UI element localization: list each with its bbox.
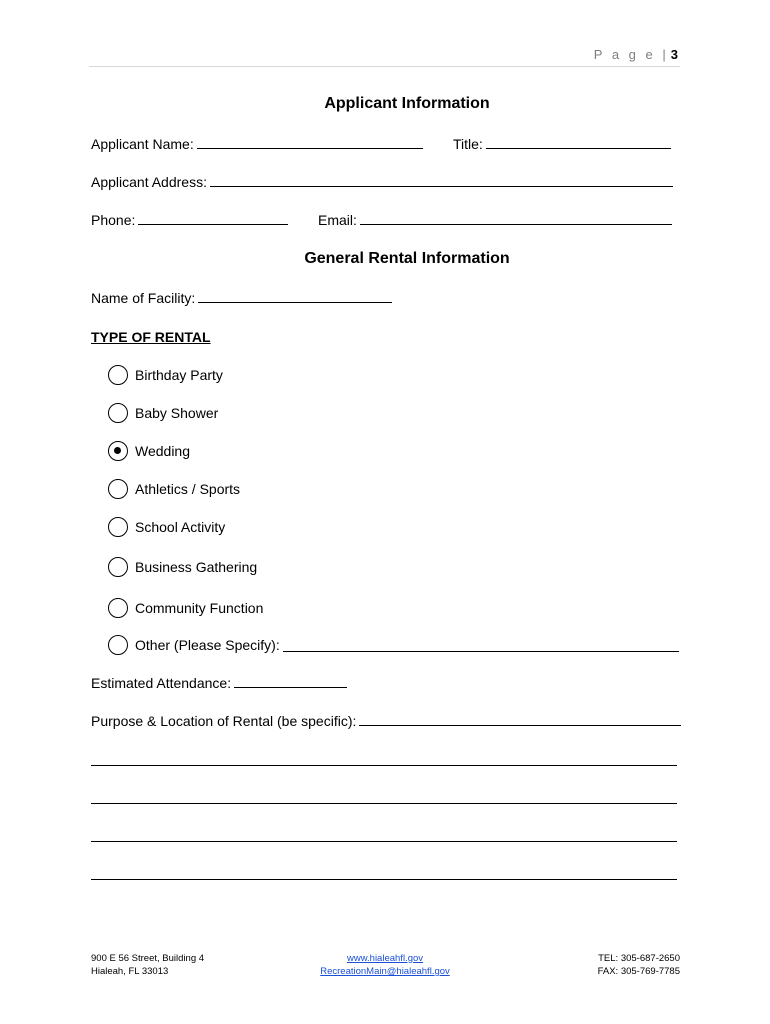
email-row xyxy=(318,212,672,228)
radio-button[interactable] xyxy=(108,403,128,423)
applicant-address-label: Applicant Address: xyxy=(91,174,207,190)
page-label: P a g e xyxy=(593,47,656,62)
attendance-field[interactable] xyxy=(234,675,347,688)
facility-row xyxy=(91,290,392,306)
purpose-line-2[interactable] xyxy=(91,803,677,804)
type-of-rental-heading: TYPE OF RENTAL xyxy=(91,329,211,345)
rental-option-other[interactable] xyxy=(108,633,679,657)
purpose-line-1[interactable] xyxy=(91,765,677,766)
rental-option-baby-shower[interactable] xyxy=(108,401,218,425)
purpose-row xyxy=(91,713,681,729)
email-link[interactable]: RecreationMain@hialeahfl.gov xyxy=(320,966,450,977)
rental-option-label: School Activity xyxy=(135,519,226,535)
rental-option-label: Wedding xyxy=(135,443,191,459)
rental-option-community-function[interactable] xyxy=(108,596,263,620)
radio-button[interactable] xyxy=(108,365,128,385)
other-specify-field[interactable] xyxy=(283,639,679,652)
radio-button[interactable] xyxy=(108,517,128,537)
attendance-row xyxy=(91,675,347,691)
footer-contact xyxy=(598,952,680,978)
applicant-name-row xyxy=(91,136,423,152)
radio-button[interactable] xyxy=(108,598,128,618)
purpose-line-3[interactable] xyxy=(91,841,677,842)
footer-address-line2: Hialeah, FL 33013 xyxy=(91,966,169,977)
rental-option-wedding[interactable] xyxy=(108,439,190,463)
radio-button[interactable] xyxy=(108,557,128,577)
applicant-section-title: Applicant Information xyxy=(324,95,490,112)
rental-option-label: Other (Please Specify): xyxy=(135,637,280,653)
page-number-value: 3 xyxy=(670,47,678,62)
radio-button[interactable] xyxy=(108,479,128,499)
page-separator: | xyxy=(662,47,669,62)
rental-section-title: General Rental Information xyxy=(304,250,510,267)
purpose-line-4[interactable] xyxy=(91,879,677,880)
rental-option-label: Baby Shower xyxy=(135,405,219,421)
phone-field[interactable] xyxy=(138,212,288,225)
radio-button-selected[interactable] xyxy=(108,441,128,461)
email-field[interactable] xyxy=(360,212,672,225)
radio-button[interactable] xyxy=(108,635,128,655)
applicant-name-field[interactable] xyxy=(197,136,423,149)
applicant-title-label: Title: xyxy=(453,136,483,152)
rental-option-birthday-party[interactable] xyxy=(108,363,223,387)
rental-option-label: Athletics / Sports xyxy=(135,481,241,497)
applicant-address-row xyxy=(91,174,673,190)
rental-option-school-activity[interactable] xyxy=(108,515,225,539)
applicant-address-field[interactable] xyxy=(210,174,673,187)
phone-label: Phone: xyxy=(91,212,136,228)
phone-row xyxy=(91,212,288,228)
footer-fax: FAX: 305-769-7785 xyxy=(597,966,680,977)
footer-tel: TEL: 305-687-2650 xyxy=(598,953,680,964)
purpose-label: Purpose & Location of Rental (be specific): xyxy=(91,713,357,729)
footer-address-line1: 900 E 56 Street, Building 4 xyxy=(91,953,205,964)
rental-option-label: Birthday Party xyxy=(135,367,223,383)
rental-option-business-gathering[interactable] xyxy=(108,555,257,579)
facility-field[interactable] xyxy=(198,290,392,303)
rental-option-label: Community Function xyxy=(135,600,264,616)
email-label: Email: xyxy=(318,212,357,228)
page-number xyxy=(594,47,678,62)
website-link[interactable]: www.hialeahfl.gov xyxy=(346,953,424,964)
applicant-title-row xyxy=(453,136,671,152)
purpose-field[interactable] xyxy=(359,713,681,726)
applicant-name-label: Applicant Name: xyxy=(91,136,194,152)
facility-label: Name of Facility: xyxy=(91,290,196,306)
rental-option-label: Business Gathering xyxy=(135,559,258,575)
rental-option-athletics-sports[interactable] xyxy=(108,477,240,501)
header-divider xyxy=(89,66,680,67)
attendance-label: Estimated Attendance: xyxy=(91,675,232,691)
applicant-title-field[interactable] xyxy=(486,136,671,149)
